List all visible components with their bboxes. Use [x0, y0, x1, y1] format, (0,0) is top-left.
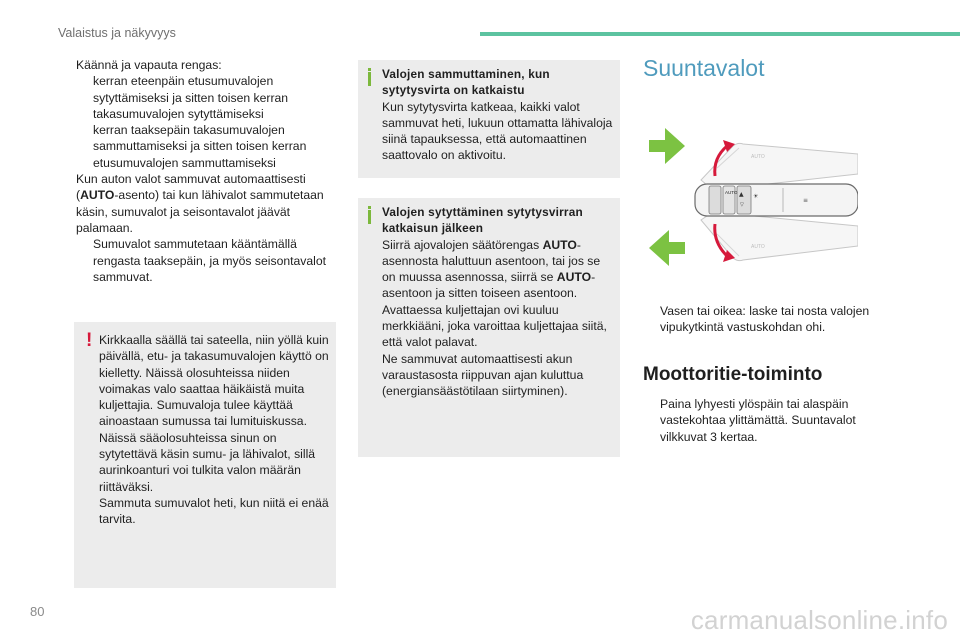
list-item: kerran eteenpäin etusumuvalojen sytyttämiseksi ja sitten toisen kerran takasumuvalojen sytyttämiseksi — [93, 74, 289, 121]
warning-exclamation-icon: ! — [86, 330, 93, 351]
info-icon-dot — [368, 68, 371, 71]
svg-text:▽: ▽ — [740, 202, 744, 208]
stalk-main — [695, 184, 858, 216]
info-icon — [368, 72, 371, 86]
column-1 — [76, 57, 338, 285]
list-item: kerran taaksepäin takasumuvalojen sammuttamiseksi ja sitten toisen kerran etusumuvalojen sammuttamiseksi — [93, 123, 307, 170]
info-box-lights-on — [358, 198, 620, 457]
info-icon-dot — [368, 206, 371, 209]
info-body-3: Ne sammuvat automaattisesti akun varaustasosta riippuvan ajan kuluttua (energiansäästötilaan siirtyminen). — [382, 351, 584, 399]
svg-text:AUTO: AUTO — [751, 244, 765, 250]
watermark: carmanualsonline.info — [690, 605, 948, 635]
suuntavalot-text — [643, 303, 883, 336]
ring-intro: Käännä ja vapauta rengas: — [76, 58, 222, 72]
green-arrow-down-icon — [649, 230, 685, 266]
info-icon — [368, 210, 371, 224]
header-section-title: Valaistus ja näkyvyys — [58, 26, 176, 40]
stalk-illustration — [643, 118, 858, 288]
warning-box — [74, 322, 336, 588]
header-accent-bar — [480, 32, 960, 36]
info-heading: Valojen sammuttaminen, kun sytytysvirta on katkaistu — [382, 67, 550, 98]
auto-paragraph: Kun auton valot sammuvat automaattisesti (AUTO-asento) tai kun lähivalot sammutetaan käsin, sumuvalot ja seisontavalot jäävät palamaan. — [76, 172, 324, 235]
info-body: Kun sytytysvirta katkeaa, kaikki valot sammuvat heti, lukuun ottamatta lähivaloja siinä tapauksessa, että automaattinen saattovalo on aktivoitu. — [382, 99, 613, 163]
svg-text:☀: ☀ — [753, 193, 759, 200]
section-title-suuntavalot: Suuntavalot — [643, 55, 765, 81]
page-number: 80 — [30, 604, 45, 619]
info-body-1: Siirrä ajovalojen säätörengas AUTO-asennosta haluttuun asentoon, tai jos se on muussa asennossa, siirrä se AUTO-asentoon ja sitten toiseen asentoon. — [382, 237, 601, 301]
svg-text:AUTO: AUTO — [725, 190, 738, 195]
list-item: Sumuvalot sammutetaan kääntämällä rengasta taaksepäin, ja myös seisontavalot sammuvat. — [93, 237, 327, 284]
warning-text: Kirkkaalla säällä tai sateella, niin yöllä kuin päivällä, etu- ja takasumuvalojen käyttö on kielletty. Näissä olosuhteissa niiden voimakas valo saattaa häikäistä muita kuljettajia. Sumuvaloja tulee käyttää ainoastaan sumussa tai lumituiskussa. Näissä sääolosuhteissa sinun on sytytettävä käsin sumu- ja lähivalot, sillä aurinkoanturi voi tulkita valon määrän riittäväksi. — [99, 333, 329, 494]
section-title-moottoritie: Moottoritie-toiminto — [643, 364, 823, 385]
list-item: Paina lyhyesti ylöspäin tai alaspäin vastekohtaa ylittämättä. Suuntavalot vilkkuvat 3 kertaa. — [660, 397, 856, 444]
svg-text:≡: ≡ — [803, 197, 809, 204]
svg-text:▲: ▲ — [739, 191, 744, 198]
moottoritie-text — [643, 396, 883, 445]
info-heading: Valojen sytyttäminen sytytysvirran katkaisun jälkeen — [382, 205, 583, 236]
list-item: Vasen tai oikea: laske tai nosta valojen vipukytkintä vastuskohdan ohi. — [660, 304, 870, 335]
info-box-lights-off — [358, 60, 620, 178]
info-body-2: Avattaessa kuljettajan ovi kuuluu merkkiääni, joka varoittaa kuljettajaa siitä, että valot palavat. — [382, 302, 607, 350]
green-arrow-up-icon — [649, 128, 685, 164]
warning-text-2: Sammuta sumuvalot heti, kun niitä ei enää tarvita. — [99, 495, 329, 527]
svg-text:AUTO: AUTO — [751, 154, 765, 160]
